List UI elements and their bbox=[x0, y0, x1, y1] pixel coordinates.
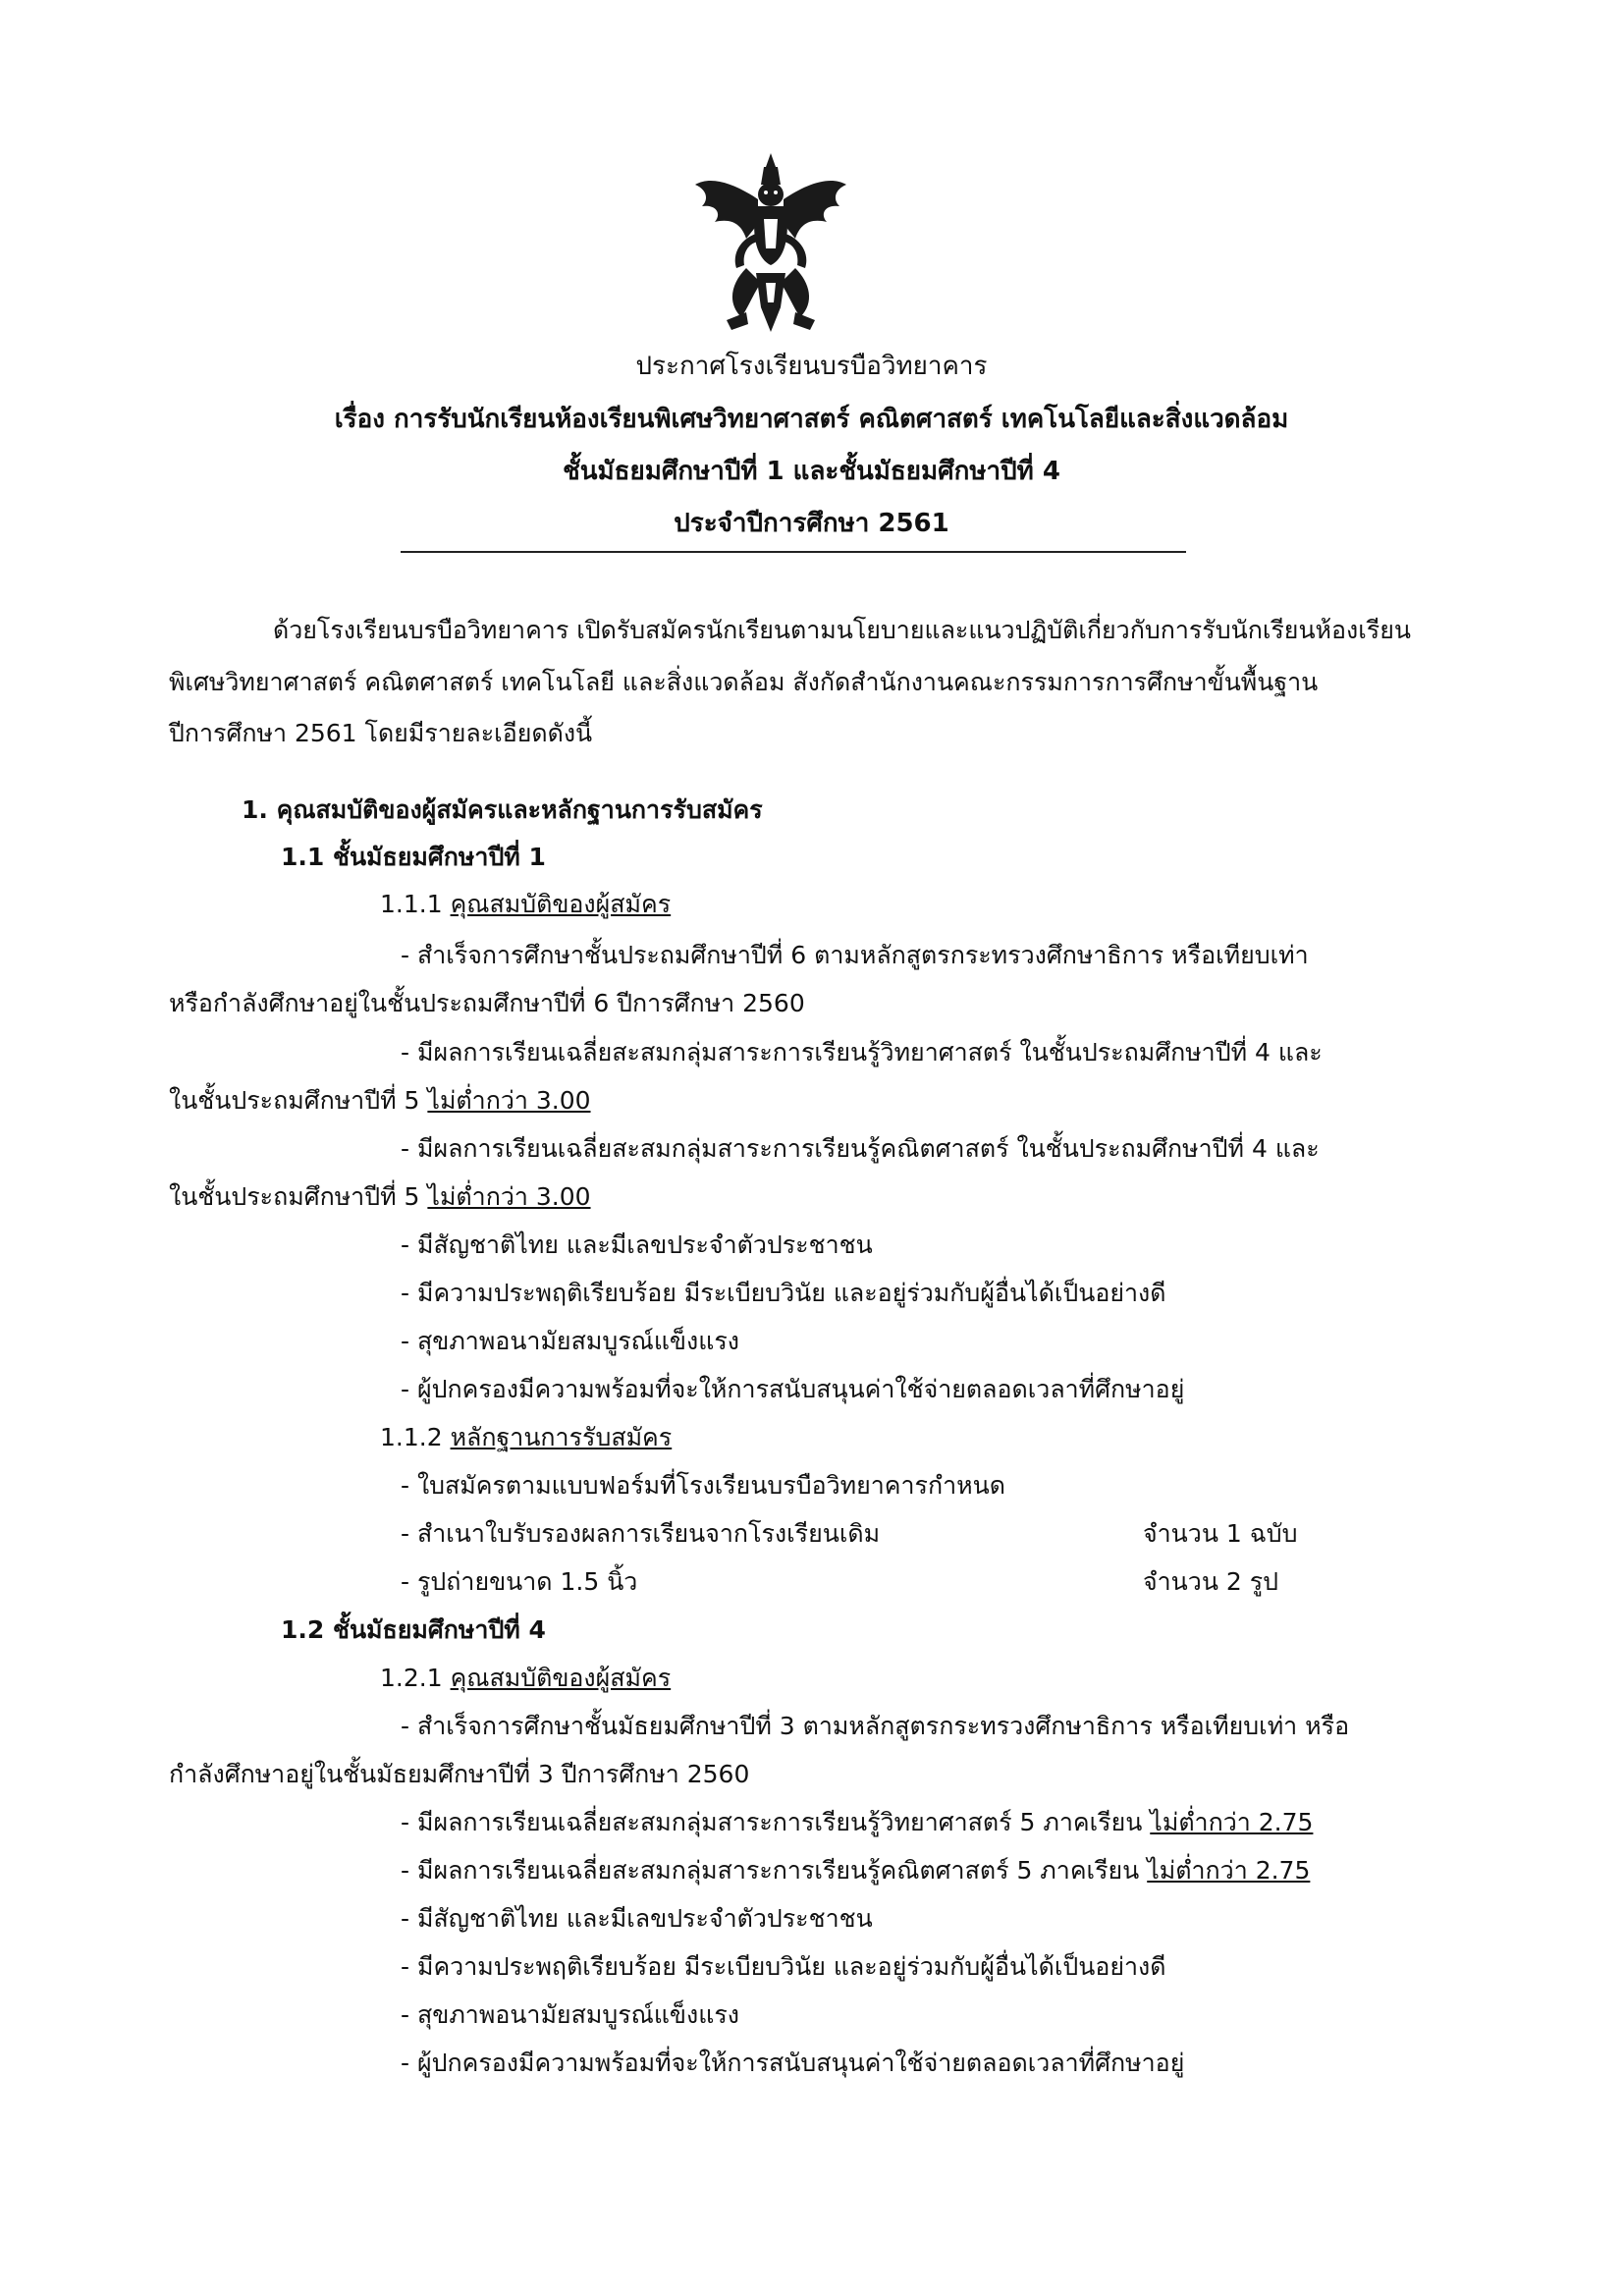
list-item: - สุขภาพอนามัยสมบูรณ์แข็งแรง bbox=[401, 1327, 739, 1355]
list-item-continued: กำลังศึกษาอยู่ในชั้นมัธยมศึกษาปีที่ 3 ปีการศึกษา 2560 bbox=[169, 1760, 750, 1788]
intro-line: ด้วยโรงเรียนบรบือวิทยาคาร เปิดรับสมัครนักเรียนตามนโยบายและแนวปฏิบัติเกี่ยวกับการรับนักเรียนห้องเรียน bbox=[273, 616, 1411, 644]
list-item: - มีผลการเรียนเฉลี่ยสะสมกลุ่มสาระการเรียนรู้คณิตศาสตร์ ในชั้นประถมศึกษาปีที่ 4 และ bbox=[401, 1134, 1320, 1163]
list-item: - มีความประพฤติเรียบร้อย มีระเบียบวินัย และอยู่ร่วมกับผู้อื่นได้เป็นอย่างดี bbox=[401, 1279, 1166, 1307]
subheading: 1.1.2 หลักฐานการรับสมัคร bbox=[380, 1423, 673, 1451]
intro-line: ปีการศึกษา 2561 โดยมีรายละเอียดดังนี้ bbox=[169, 719, 593, 747]
list-item: - ผู้ปกครองมีความพร้อมที่จะให้การสนับสนุนค่าใช้จ่ายตลอดเวลาที่ศึกษาอยู่ bbox=[401, 2049, 1185, 2077]
list-item-continued: หรือกำลังศึกษาอยู่ในชั้นประถมศึกษาปีที่ 6 ปีการศึกษา 2560 bbox=[169, 989, 805, 1017]
announcement-year: ประจำปีการศึกษา 2561 bbox=[674, 509, 949, 538]
list-item: - มีสัญชาติไทย และมีเลขประจำตัวประชาชน bbox=[401, 1904, 873, 1933]
list-item: - มีผลการเรียนเฉลี่ยสะสมกลุ่มสาระการเรียนรู้วิทยาศาสตร์ ในชั้นประถมศึกษาปีที่ 4 และ bbox=[401, 1038, 1323, 1066]
list-item: - สำเนาใบรับรองผลการเรียนจากโรงเรียนเดิม bbox=[401, 1519, 881, 1548]
announcement-subject: เรื่อง การรับนักเรียนห้องเรียนพิเศษวิทยาศาสตร์ คณิตศาสตร์ เทคโนโลยีและสิ่งแวดล้อม bbox=[334, 405, 1289, 434]
list-item: - ใบสมัครตามแบบฟอร์มที่โรงเรียนบรบือวิทยาคารกำหนด bbox=[401, 1471, 1005, 1500]
section-title: 1. คุณสมบัติของผู้สมัครและหลักฐานการรับสมัคร bbox=[242, 795, 763, 824]
announcement-issuer: ประกาศโรงเรียนบรบือวิทยาคาร bbox=[635, 352, 988, 381]
list-item: - มีผลการเรียนเฉลี่ยสะสมกลุ่มสาระการเรียนรู้คณิตศาสตร์ 5 ภาคเรียน ไม่ต่ำกว่า 2.75 bbox=[401, 1856, 1311, 1885]
subsection-title: 1.2 ชั้นมัธยมศึกษาปีที่ 4 bbox=[281, 1615, 546, 1644]
subheading: 1.2.1 คุณสมบัติของผู้สมัคร bbox=[380, 1664, 672, 1692]
list-item: - สำเร็จการศึกษาชั้นประถมศึกษาปีที่ 6 ตามหลักสูตรกระทรวงศึกษาธิการ หรือเทียบเท่า bbox=[401, 941, 1309, 969]
list-item: - ผู้ปกครองมีความพร้อมที่จะให้การสนับสนุนค่าใช้จ่ายตลอดเวลาที่ศึกษาอยู่ bbox=[401, 1375, 1185, 1403]
list-item-continued: ในชั้นประถมศึกษาปีที่ 5 ไม่ต่ำกว่า 3.00 bbox=[169, 1182, 591, 1211]
garuda-emblem-icon bbox=[687, 145, 854, 342]
subheading: 1.1.1 คุณสมบัติของผู้สมัคร bbox=[380, 890, 672, 918]
item-quantity: จำนวน 2 รูป bbox=[1143, 1567, 1279, 1596]
subsection-title: 1.1 ชั้นมัธยมศึกษาปีที่ 1 bbox=[281, 843, 546, 871]
item-quantity: จำนวน 1 ฉบับ bbox=[1143, 1519, 1298, 1548]
list-item: - รูปถ่ายขนาด 1.5 นิ้ว bbox=[401, 1567, 638, 1596]
list-item: - มีความประพฤติเรียบร้อย มีระเบียบวินัย และอยู่ร่วมกับผู้อื่นได้เป็นอย่างดี bbox=[401, 1952, 1166, 1981]
list-item: - สำเร็จการศึกษาชั้นมัธยมศึกษาปีที่ 3 ตามหลักสูตรกระทรวงศึกษาธิการ หรือเทียบเท่า หรือ bbox=[401, 1712, 1350, 1740]
list-item: - มีสัญชาติไทย และมีเลขประจำตัวประชาชน bbox=[401, 1230, 873, 1259]
list-item: - สุขภาพอนามัยสมบูรณ์แข็งแรง bbox=[401, 2000, 739, 2029]
announcement-grades: ชั้นมัธยมศึกษาปีที่ 1 และชั้นมัธยมศึกษาปีที่ 4 bbox=[563, 457, 1060, 486]
list-item: - มีผลการเรียนเฉลี่ยสะสมกลุ่มสาระการเรียนรู้วิทยาศาสตร์ 5 ภาคเรียน ไม่ต่ำกว่า 2.75 bbox=[401, 1808, 1314, 1836]
header-divider bbox=[401, 551, 1186, 553]
intro-line: พิเศษวิทยาศาสตร์ คณิตศาสตร์ เทคโนโลยี และสิ่งแวดล้อม สังกัดสำนักงานคณะกรรมการการศึกษาขั้นพื้นฐาน bbox=[169, 668, 1319, 696]
list-item-continued: ในชั้นประถมศึกษาปีที่ 5 ไม่ต่ำกว่า 3.00 bbox=[169, 1086, 591, 1115]
